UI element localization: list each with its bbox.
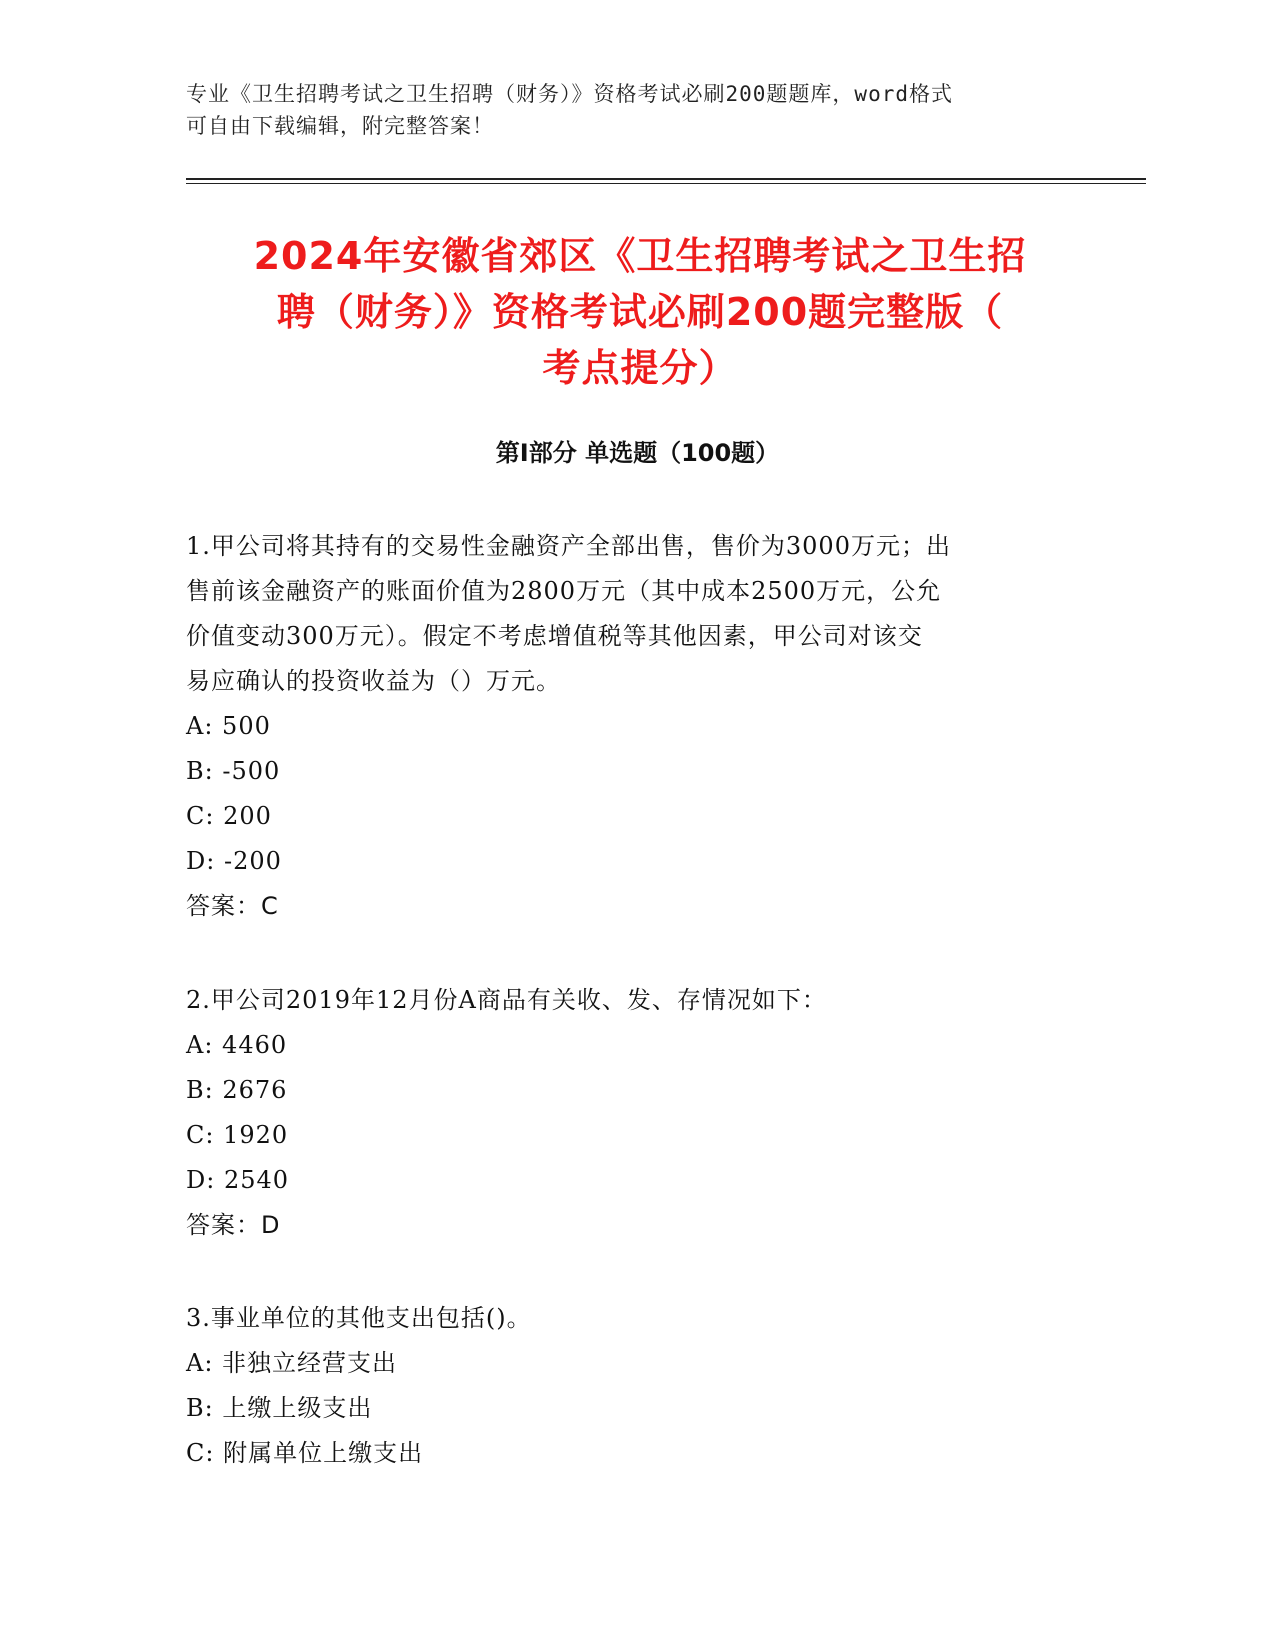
option-b: B: -500 — [186, 757, 281, 785]
option-d: D: 2540 — [186, 1166, 290, 1194]
question-stem-line: 1.甲公司将其持有的交易性金融资产全部出售，售价为3000万元；出 — [186, 532, 951, 560]
option-a: A: 4460 — [186, 1031, 288, 1059]
question-stem-line: 价值变动300万元）。假定不考虑增值税等其他因素，甲公司对该交 — [186, 622, 923, 650]
question-3 — [186, 1296, 1066, 1476]
option-d: D: -200 — [186, 847, 282, 875]
header-line-1: 专业《卫生招聘考试之卫生招聘（财务）》资格考试必刷200题题库，word格式 — [186, 82, 953, 106]
answer: 答案：D — [186, 1211, 281, 1239]
document-title — [170, 228, 1110, 396]
option-b: B: 2676 — [186, 1076, 288, 1104]
title-line-3: 考点提分） — [542, 346, 738, 390]
header-divider-thick — [186, 178, 1146, 180]
option-c: C: 附属单位上缴支出 — [186, 1439, 424, 1467]
option-a: A: 非独立经营支出 — [186, 1349, 398, 1377]
answer: 答案：C — [186, 892, 279, 920]
question-1 — [186, 524, 1066, 929]
header-divider-thin — [186, 183, 1146, 184]
option-c: C: 1920 — [186, 1121, 289, 1149]
header-line-2: 可自由下载编辑，附完整答案！ — [186, 114, 494, 138]
section-heading: 第I部分 单选题（100题） — [495, 439, 780, 467]
title-line-2: 聘（财务）》资格考试必刷200题完整版（ — [276, 290, 1004, 334]
question-stem-line: 售前该金融资产的账面价值为2800万元（其中成本2500万元，公允 — [186, 577, 942, 605]
option-a: A: 500 — [186, 712, 271, 740]
question-stem-line: 易应确认的投资收益为（）万元。 — [186, 667, 561, 695]
question-stem-line: 2.甲公司2019年12月份A商品有关收、发、存情况如下： — [186, 986, 827, 1014]
question-stem-line: 3.事业单位的其他支出包括()。 — [186, 1304, 532, 1332]
option-c: C: 200 — [186, 802, 272, 830]
title-line-1: 2024年安徽省郊区《卫生招聘考试之卫生招 — [253, 234, 1027, 278]
question-2 — [186, 978, 1066, 1248]
page-header — [186, 78, 1066, 142]
option-b: B: 上缴上级支出 — [186, 1394, 373, 1422]
